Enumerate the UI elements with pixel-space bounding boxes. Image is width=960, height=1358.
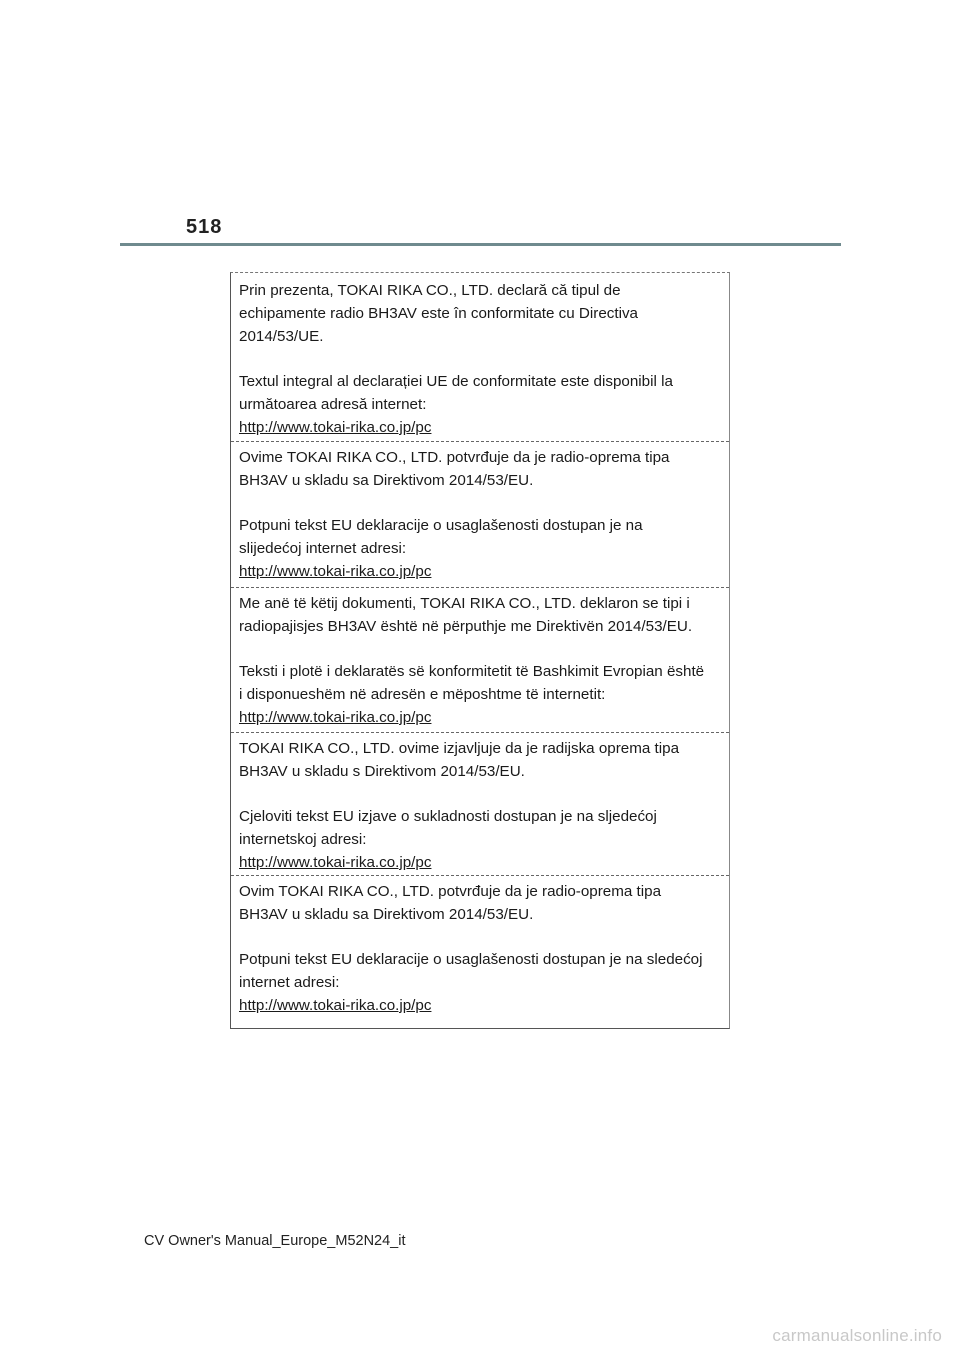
declaration-link[interactable]: http://www.tokai-rika.co.jp/pc	[239, 854, 432, 871]
declaration-availability: Teksti i plotë i deklaratës së konformitetit të Bashkimit Evropian është i disponueshëm në adresën e mëposhtme të internetit:	[239, 663, 705, 703]
declaration-availability: Potpuni tekst EU deklaracije o usaglašenosti dostupan je na slijedećoj internet adresi:	[239, 517, 643, 557]
declaration-link[interactable]: http://www.tokai-rika.co.jp/pc	[239, 997, 432, 1014]
declaration-availability: Cjeloviti tekst EU izjave o sukladnosti dostupan je na sljedećoj internetskoj adresi:	[239, 808, 657, 848]
declaration-statement: TOKAI RIKA CO., LTD. ovime izjavljuje da je radijska oprema tipa BH3AV u skladu s Direktivom 2014/53/EU.	[239, 740, 680, 780]
declaration-section-serbian	[231, 875, 729, 1017]
page-footer: CV Owner's Manual_Europe_M52N24_it	[144, 1233, 406, 1249]
declaration-availability: Potpuni tekst EU deklaracije o usaglašenosti dostupan je na sledećoj internet adresi:	[239, 951, 703, 991]
declaration-statement: Ovim TOKAI RIKA CO., LTD. potvrđuje da je radio-oprema tipa BH3AV u skladu sa Direktivom 2014/53/EU.	[239, 883, 662, 923]
watermark: carmanualsonline.info	[772, 1326, 942, 1345]
header-rule	[120, 243, 841, 246]
declaration-link[interactable]: http://www.tokai-rika.co.jp/pc	[239, 419, 432, 436]
declaration-section-croatian	[231, 732, 729, 874]
declaration-section-albanian	[231, 587, 729, 729]
declaration-box	[230, 272, 730, 1029]
declaration-link[interactable]: http://www.tokai-rika.co.jp/pc	[239, 563, 432, 580]
page-number: 518	[186, 216, 223, 238]
declaration-section-bosnian	[231, 441, 729, 583]
declaration-availability: Textul integral al declarației UE de conformitate este disponibil la următoarea adresă internet:	[239, 373, 673, 413]
declaration-statement: Ovime TOKAI RIKA CO., LTD. potvrđuje da je radio-oprema tipa BH3AV u skladu sa Direktivom 2014/53/EU.	[239, 449, 670, 489]
declaration-section-romanian	[231, 279, 729, 439]
declaration-statement: Prin prezenta, TOKAI RIKA CO., LTD. declară că tipul de echipamente radio BH3AV este în conformitate cu Directiva 2014/53/UE.	[239, 282, 639, 345]
declaration-statement: Me anë të këtij dokumenti, TOKAI RIKA CO., LTD. deklaron se tipi i radiopajisjes BH3AV është në përputhje me Direktivën 2014/53/EU.	[239, 595, 693, 635]
declaration-link[interactable]: http://www.tokai-rika.co.jp/pc	[239, 709, 432, 726]
